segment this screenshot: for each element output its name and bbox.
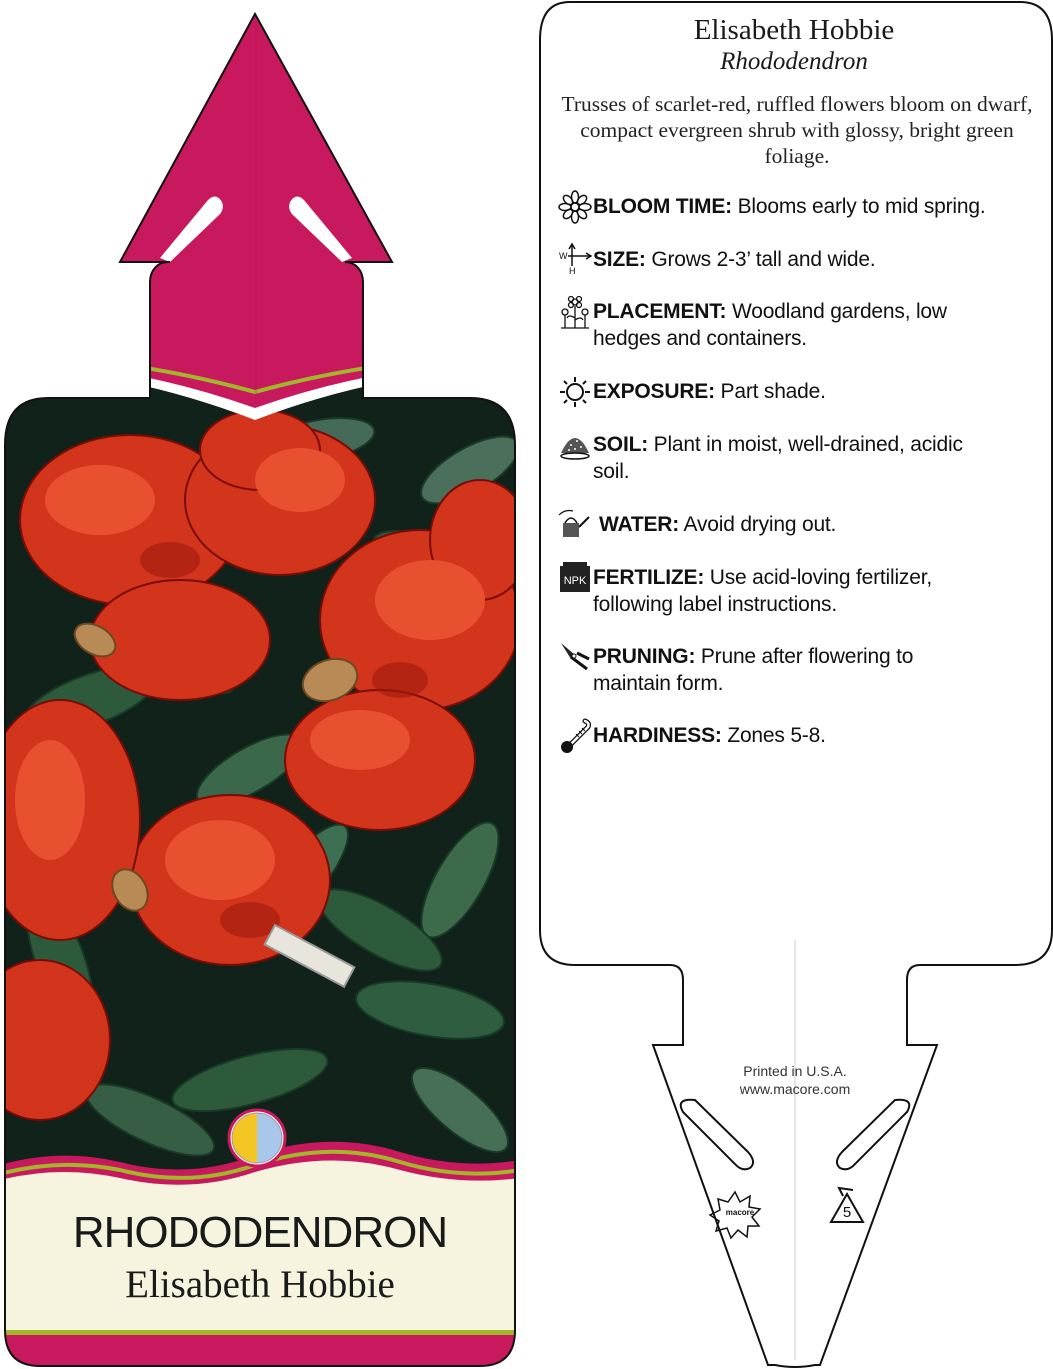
care-value-line2: maintain form. [593, 672, 724, 695]
care-fertilize [557, 564, 1037, 618]
care-value: Plant in moist, well-drained, acidic [653, 433, 963, 456]
back-content [535, 0, 1053, 1369]
thermometer-icon [557, 718, 593, 754]
care-label: SOIL: [593, 433, 648, 456]
front-tag [0, 0, 520, 1369]
care-water [557, 511, 1037, 543]
recycle-code: 5 [842, 1204, 852, 1221]
size-w-label: W [559, 251, 568, 261]
care-value: Blooms early to mid spring. [737, 195, 986, 218]
front-genus: RHODODENDRON [72, 1208, 448, 1257]
care-size [557, 246, 1037, 278]
back-description: Trusses of scarlet-red, ruffled flowers bloom on dwarf, compact evergreen shrub with glossy, bright green foliage. [561, 92, 1033, 168]
printed-in-text: Printed in U.S.A. [743, 1063, 847, 1079]
care-value: Part shade. [720, 380, 826, 403]
care-label: SIZE: [593, 248, 646, 271]
care-label: EXPOSURE: [593, 380, 715, 403]
watering-can-icon [557, 507, 593, 543]
care-placement [557, 298, 1037, 352]
pruning-shears-icon [557, 639, 593, 675]
care-value-line2: hedges and containers. [593, 327, 807, 350]
front-cultivar: Elisabeth Hobbie [125, 1263, 395, 1306]
care-value: Prune after flowering to [700, 645, 914, 668]
care-value: Grows 2-3’ tall and wide. [651, 248, 876, 271]
soil-icon [557, 427, 593, 463]
care-label: PRUNING: [593, 645, 696, 668]
care-pruning [557, 643, 1037, 697]
care-value: Avoid drying out. [683, 513, 837, 536]
care-value-line2: following label instructions. [593, 593, 837, 616]
back-title: Elisabeth Hobbie [693, 14, 895, 46]
macore-logo-text: macore [725, 1208, 755, 1217]
care-value-line2: soil. [593, 460, 630, 483]
exposure-badge-icon [229, 1110, 285, 1166]
garden-icon [557, 294, 593, 330]
care-value: Use acid-loving fertilizer, [709, 566, 932, 589]
care-label: PLACEMENT: [593, 300, 727, 323]
flower-icon [557, 189, 593, 225]
back-subtitle: Rhododendron [720, 48, 868, 75]
website-text: www.macore.com [739, 1081, 851, 1097]
care-soil [557, 431, 1037, 485]
fertilizer-bag-icon [557, 560, 593, 596]
care-label: BLOOM TIME: [593, 195, 732, 218]
care-label: FERTILIZE: [593, 566, 705, 589]
size-h-label: H [569, 266, 576, 276]
care-label: HARDINESS: [593, 724, 722, 747]
size-arrows-icon [557, 242, 593, 278]
care-hardiness [557, 722, 1037, 754]
sun-icon [557, 374, 593, 410]
care-bloom-time [557, 193, 1037, 225]
care-exposure [557, 378, 1037, 410]
care-value: Woodland gardens, low [731, 300, 947, 323]
npk-label: NPK [563, 575, 587, 587]
care-value: Zones 5-8. [727, 724, 826, 747]
care-label: WATER: [599, 513, 680, 536]
